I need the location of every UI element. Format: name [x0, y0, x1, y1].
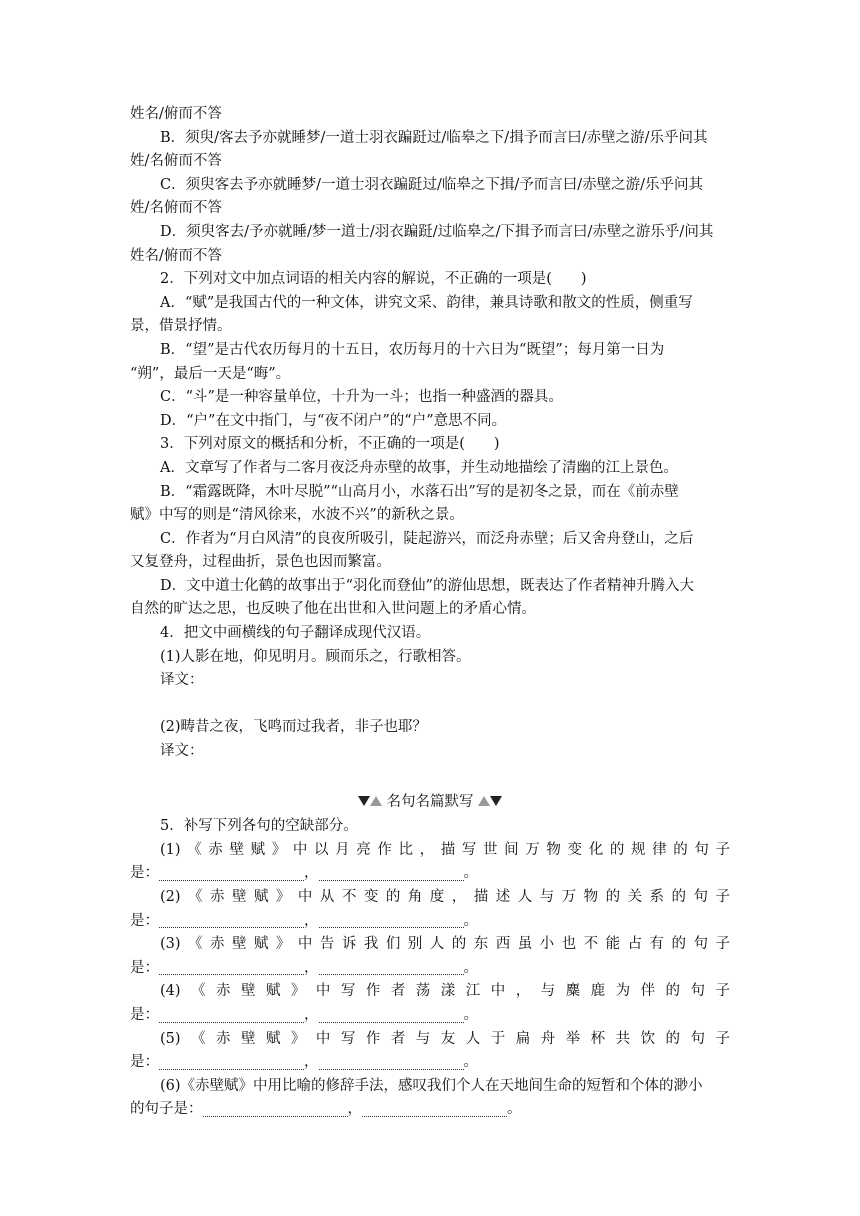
- q5-item-5: (5)《赤壁赋》中写作者与友人于扁舟举杯共饮的句子: [160, 1030, 730, 1047]
- answer-line: 是： ， 。: [130, 1054, 478, 1071]
- blank-field[interactable]: [319, 1055, 464, 1070]
- text-line: 姓名/俯而不答: [130, 106, 222, 122]
- triangle-up-icon: [478, 796, 490, 806]
- q2-option-a: A．“赋”是我国古代的一种文体，讲究文采、韵律，兼具诗歌和散文的性质，侧重写: [160, 294, 693, 311]
- text-line: 姓/名俯而不答: [130, 153, 222, 170]
- text-line: 自然的旷达之思，也反映了他在出世和入世问题上的矛盾心情。: [130, 601, 536, 618]
- blank-field[interactable]: [159, 866, 304, 881]
- q5-item-3: (3)《赤壁赋》中告诉我们别人的东西虽小也不能占有的句子: [160, 936, 730, 953]
- answer-line: 的句子是： ， 。: [130, 1101, 522, 1118]
- q3-option-c: C．作者为“月白风清”的良夜所吸引，陡起游兴，而泛舟赤壁；后又舍舟登山，之后: [160, 530, 694, 547]
- document-body: [130, 103, 730, 1122]
- blank-field[interactable]: [203, 1102, 348, 1117]
- text-line: “朔”，最后一天是“晦”。: [130, 365, 291, 382]
- blank-field[interactable]: [159, 960, 304, 975]
- blank-field[interactable]: [319, 960, 464, 975]
- q4-sentence-2: (2)畴昔之夜，飞鸣而过我者，非子也耶？: [160, 719, 428, 736]
- triangle-up-icon: [370, 796, 382, 806]
- section-title-text: 名句名篇默写: [386, 794, 474, 811]
- q3-option-d: D．文中道士化鹤的故事出于“羽化而登仙”的游仙思想，既表达了作者精神升腾入大: [160, 577, 694, 594]
- answer-space: [130, 764, 730, 788]
- q3-option-a: A．文章写了作者与二客月夜泛舟赤壁的故事，并生动地描绘了清幽的江上景色。: [160, 459, 678, 476]
- section-heading: [130, 789, 730, 815]
- question-3: 3．下列对原文的概括和分析，不正确的一项是( ): [160, 436, 500, 453]
- text-line: 景，借景抒情。: [130, 318, 232, 335]
- blank-field[interactable]: [319, 866, 464, 881]
- text-line: 赋》中写的则是“清风徐来，水波不兴”的新秋之景。: [130, 507, 464, 524]
- answer-line: 是： ， 。: [130, 912, 478, 929]
- answer-line: 是： ， 。: [130, 959, 478, 976]
- question-4: 4．把文中画横线的句子翻译成现代汉语。: [160, 625, 431, 642]
- q5-item-2: (2)《赤壁赋》中从不变的角度，描述人与万物的关系的句子: [160, 889, 730, 905]
- question-5: 5．补写下列各句的空缺部分。: [160, 818, 358, 835]
- q3-option-b: B．“霜露既降，木叶尽脱”“山高月小，水落石出”写的是初冬之景，而在《前赤壁: [160, 483, 679, 500]
- question-2: 2．下列对文中加点词语的相关内容的解说，不正确的一项是( ): [160, 271, 587, 288]
- triangle-down-icon: [358, 796, 370, 806]
- translation-label-1: 译文：: [160, 672, 204, 689]
- option-c-line: C．须臾客去予亦就睡梦/一道士羽衣蹁跹过/临皋之下揖/予而言曰/赤壁之游/乐乎问其: [160, 176, 704, 193]
- blank-field[interactable]: [319, 913, 464, 928]
- blank-field[interactable]: [319, 1008, 464, 1023]
- blank-field[interactable]: [159, 1008, 304, 1023]
- blank-field[interactable]: [362, 1102, 507, 1117]
- blank-field[interactable]: [159, 913, 304, 928]
- q5-item-1: (1)《赤壁赋》中以月亮作比，描写世间万物变化的规律的句子: [160, 841, 730, 858]
- text-line: 姓/名俯而不答: [130, 200, 222, 217]
- translation-label-2: 译文：: [160, 743, 204, 760]
- q5-item-6: (6)《赤壁赋》中用比喻的修辞手法，感叹我们个人在天地间生命的短暂和个体的渺小: [160, 1077, 703, 1094]
- answer-line: 是： ， 。: [130, 865, 478, 882]
- blank-field[interactable]: [159, 1055, 304, 1070]
- q4-sentence-1: (1)人影在地，仰见明月。顾而乐之，行歌相答。: [160, 648, 471, 665]
- q5-item-4: (4)《赤壁赋》中写作者荡漾江中，与麋鹿为伴的句子: [160, 983, 730, 1000]
- text-line: 姓名/俯而不答: [130, 247, 222, 264]
- triangle-down-icon: [490, 796, 502, 806]
- q2-option-d: D．“户”在文中指门，与“夜不闭户”的“户”意思不同。: [160, 412, 507, 429]
- option-b-line: B．须臾/客去予亦就睡梦/一道士羽衣蹁跹过/临皋之下/揖予而言曰/赤壁之游/乐乎问其: [160, 129, 708, 146]
- option-d-line: D．须臾客去/予亦就睡/梦一道士/羽衣蹁跹/过临皋之/下揖予而言曰/赤壁之游乐乎/问其: [160, 223, 714, 240]
- q2-option-b: B．“望”是古代农历每月的十五日，农历每月的十六日为“既望”；每月第一日为: [160, 341, 665, 358]
- answer-space: [130, 693, 730, 717]
- q2-option-c: C．“斗”是一种容量单位，十升为一斗；也指一种盛酒的器具。: [160, 389, 563, 406]
- answer-line: 是： ， 。: [130, 1006, 478, 1023]
- text-line: 又复登舟，过程曲折，景色也因而繁富。: [130, 554, 391, 571]
